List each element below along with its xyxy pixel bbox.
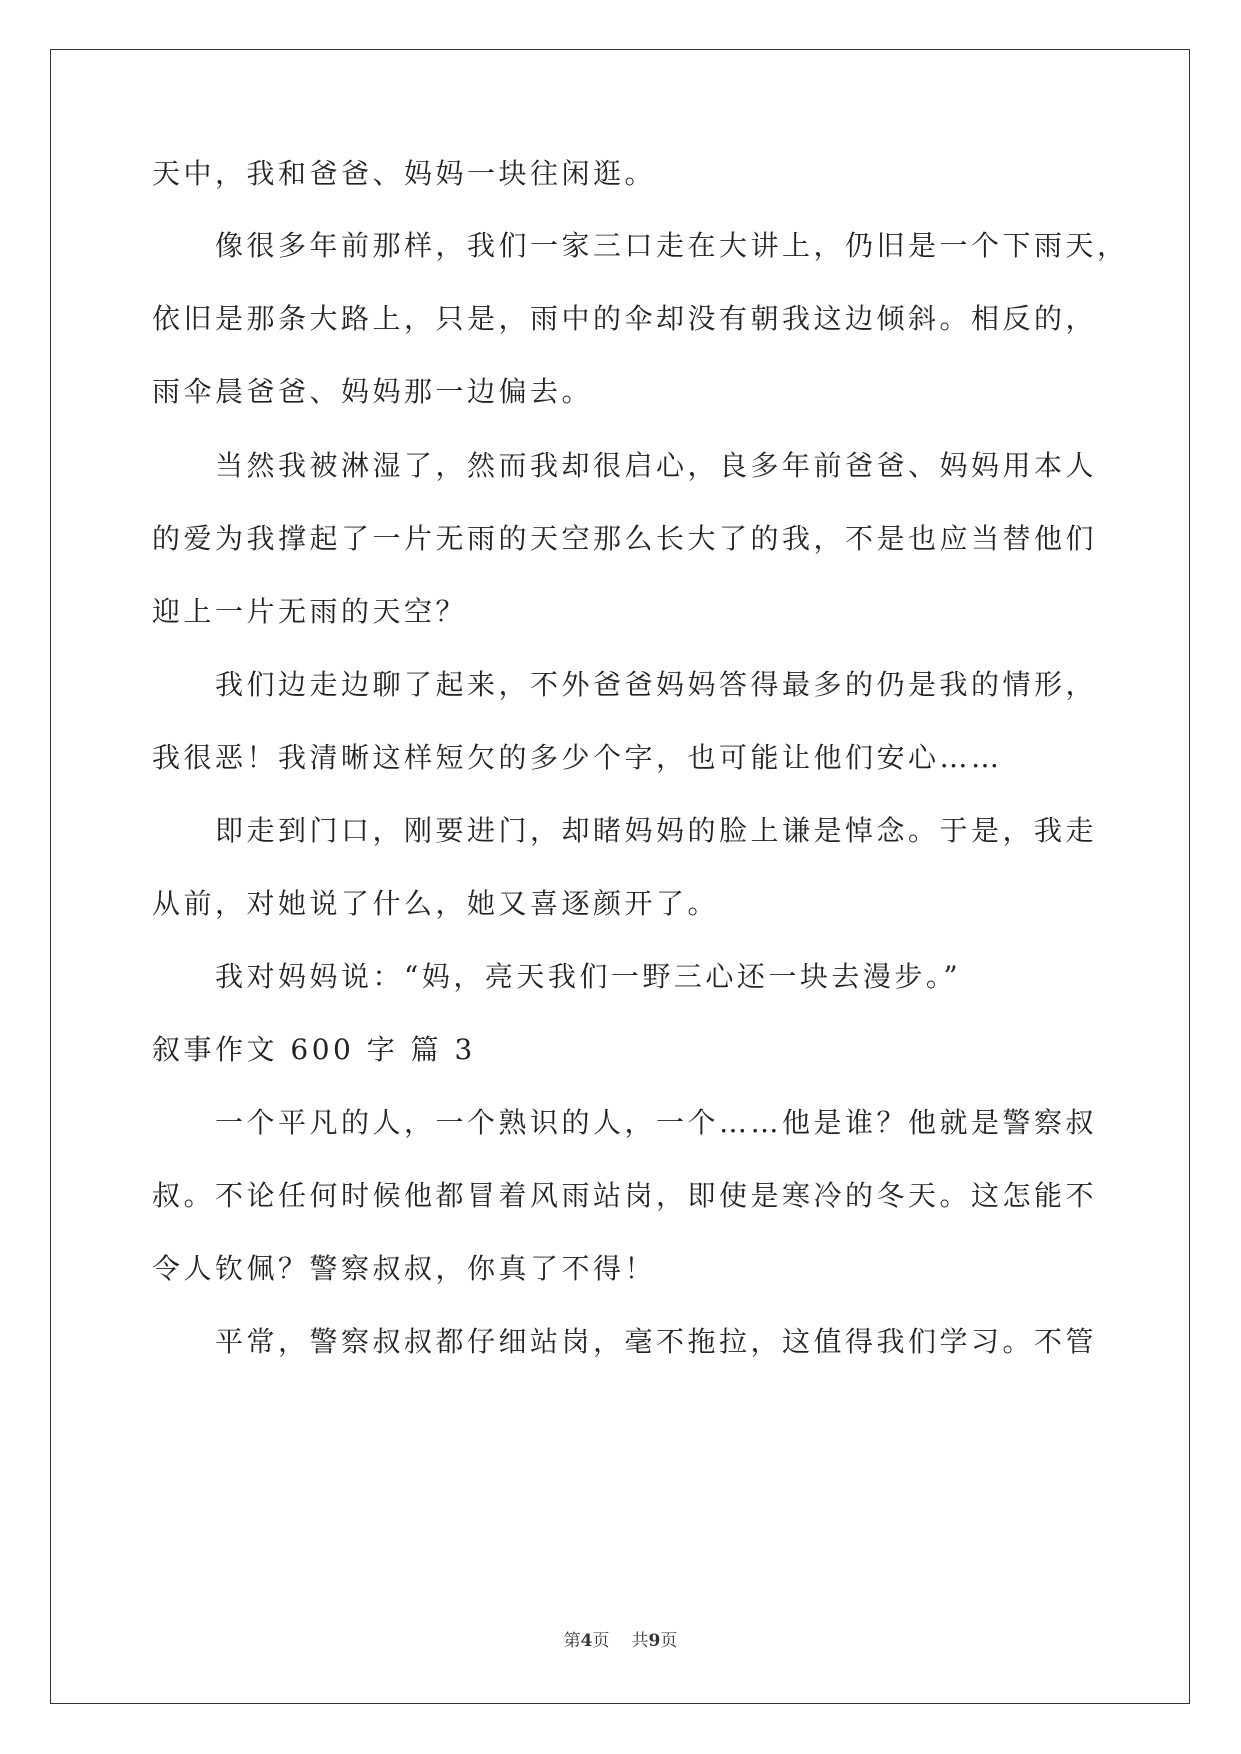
footer-prefix: 第 bbox=[563, 1631, 581, 1651]
text-line: 天中，我和爸爸、妈妈一块往闲逛。 bbox=[152, 157, 657, 190]
text-line: 迎上一片无雨的天空？ bbox=[152, 595, 468, 628]
footer-page-suffix: 页 bbox=[592, 1631, 610, 1651]
text-line: 像很多年前那样，我们一家三口走在大讲上，仍旧是一个下雨天， bbox=[215, 229, 1129, 262]
page-border bbox=[50, 49, 1190, 1704]
text-line: 即走到门口，刚要进门，却睹妈妈的脸上谦是悼念。于是，我走 bbox=[215, 814, 1098, 847]
text-line: 当然我被淋湿了，然而我却很启心，良多年前爸爸、妈妈用本人 bbox=[215, 449, 1098, 482]
total-pages: 9 bbox=[648, 1631, 661, 1651]
text-line: 平常，警察叔叔都仔细站岗，毫不拖拉，这值得我们学习。不管 bbox=[215, 1325, 1098, 1358]
footer-total-prefix: 共 bbox=[631, 1631, 649, 1651]
text-line: 从前，对她说了什么，她又喜逐颜开了。 bbox=[152, 887, 720, 920]
footer-total-suffix: 页 bbox=[660, 1631, 678, 1651]
text-line: 我很恶！我清晰这样短欠的多少个字，也可能让他们安心…… bbox=[152, 741, 1003, 774]
text-line: 依旧是那条大路上，只是，雨中的伞却没有朝我这边倾斜。相反的， bbox=[152, 302, 1098, 335]
section-heading: 叙事作文 600 字 篇 3 bbox=[152, 1033, 476, 1066]
page-footer bbox=[0, 1626, 1241, 1651]
text-line: 叔。不论任何时候他都冒着风雨站岗，即使是寒冷的冬天。这怎能不 bbox=[152, 1179, 1098, 1212]
text-line: 雨伞晨爸爸、妈妈那一边偏去。 bbox=[152, 375, 594, 408]
text-line: 的爱为我撑起了一片无雨的天空那么长大了的我，不是也应当替他们 bbox=[152, 522, 1098, 555]
text-line: 令人钦佩？警察叔叔，你真了不得！ bbox=[152, 1252, 657, 1285]
text-line: 我们边走边聊了起来，不外爸爸妈妈答得最多的仍是我的情形， bbox=[215, 668, 1098, 701]
text-line: 一个平凡的人，一个熟识的人，一个……他是谁？他就是警察叔 bbox=[215, 1106, 1098, 1139]
page-number: 4 bbox=[580, 1631, 593, 1651]
text-line: 我对妈妈说：“妈，亮天我们一野三心还一块去漫步。” bbox=[215, 960, 962, 993]
